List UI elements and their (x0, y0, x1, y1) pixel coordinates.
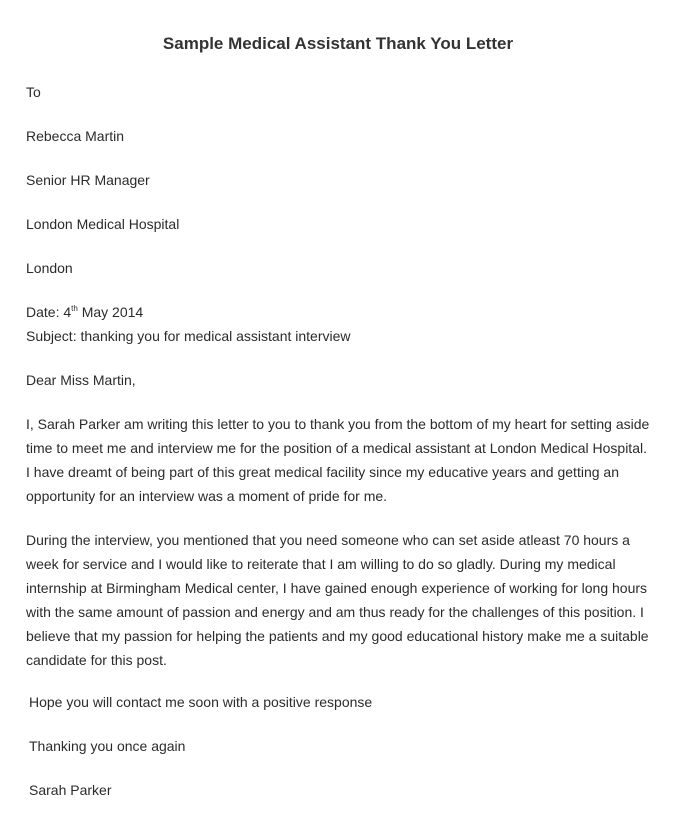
paragraph-line: candidate for this post. (26, 652, 167, 668)
to-label: To (26, 84, 41, 100)
paragraph-line: I have dreamt of being part of this great medical facility since my educative years and getting an (26, 464, 619, 480)
date-rest: May 2014 (77, 304, 144, 320)
paragraph-line: I, Sarah Parker am writing this letter to you to thank you from the bottom of my heart for setting aside (26, 416, 650, 432)
closing-thanks: Thanking you once again (29, 738, 186, 754)
letter-title: Sample Medical Assistant Thank You Letter (162, 34, 514, 53)
salutation: Dear Miss Martin, (26, 372, 136, 388)
paragraph-line: with the same amount of passion and energy and am thus ready for the challenges of this position. I (26, 604, 644, 620)
date-prefix: Date: 4 (26, 304, 72, 320)
date-ordinal-suffix: th (71, 304, 78, 313)
body-paragraph-1 (26, 412, 649, 508)
paragraph-line: opportunity for an interview was a moment of pride for me. (26, 488, 388, 504)
letter-subject: Subject: thanking you for medical assistant interview (26, 328, 351, 344)
recipient-city: London (26, 260, 73, 276)
body-paragraph-2 (26, 528, 649, 672)
recipient-position: Senior HR Manager (26, 172, 150, 188)
paragraph-line: believe that my passion for helping the patients and my good educational history make me a suitable (26, 628, 649, 644)
signature-name: Sarah Parker (29, 782, 112, 798)
paragraph-line: During the interview, you mentioned that you need someone who can set aside atleast 70 hours a (26, 532, 630, 548)
recipient-organization: London Medical Hospital (26, 216, 180, 232)
paragraph-line: week for service and I would like to reiterate that I am willing to do so gladly. During my medical (26, 556, 616, 572)
recipient-name: Rebecca Martin (26, 128, 125, 144)
closing-hope: Hope you will contact me soon with a positive response (29, 694, 373, 710)
letter-date (26, 303, 143, 321)
paragraph-line: internship at Birmingham Medical center, I have gained enough experience of working for long hours (26, 580, 648, 596)
paragraph-line: time to meet me and interview me for the position of a medical assistant at London Medical Hospital. (26, 440, 647, 456)
